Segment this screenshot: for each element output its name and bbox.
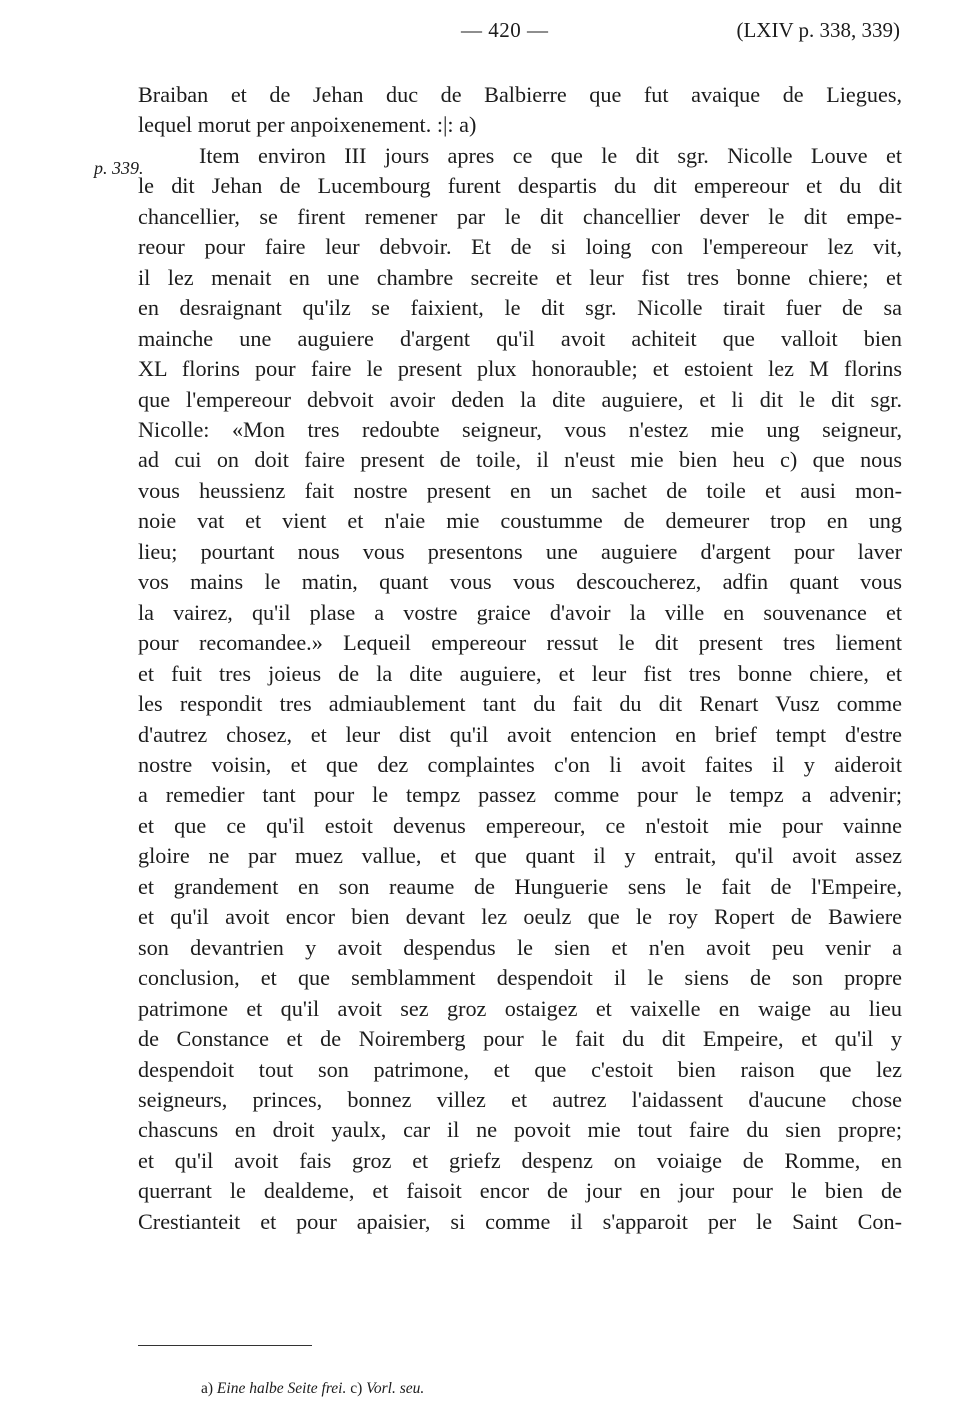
source-reference: (LXIV p. 338, 339) — [736, 18, 900, 42]
text-line: Item environ III jours apres ce que le dit sgr. Nicolle Louve et — [199, 142, 902, 168]
text-line: vous heussienz fait nostre present en un sachet de toile et ausi mon- — [138, 477, 902, 503]
footnotes — [201, 1380, 424, 1398]
text-line: ad cui on doit faire present de toile, il n'eust mie bien heu c) que nous — [138, 447, 902, 473]
text-line: il lez menait en une chambre secreite et leur fist tres bonne chiere; et — [138, 264, 902, 290]
text-line: le dit Jehan de Lucembourg furent despartis du dit empereour et du dit — [138, 173, 902, 199]
text-line: Braiban et de Jehan duc de Balbierre que fut avaique de Liegues, — [138, 82, 902, 107]
text-line: et qu'il avoit encor bien devant lez oeulz que le roy Ropert de Bawiere — [138, 904, 902, 930]
text-line: chancellier, se firent remener par le dit chancellier dever le dit empe- — [138, 203, 902, 229]
text-line: et que ce qu'il estoit devenus empereour, ce n'estoit mie pour vainne — [138, 812, 902, 838]
text-line: la vairez, qu'il plase a vostre graice d'avoir la ville en souvenance et — [138, 599, 902, 625]
page-number: — 420 — — [461, 18, 549, 42]
text-line: les respondit tres admiaublement tant du fait du dit Renart Vusz comme — [138, 691, 902, 717]
text-line: en desraignant qu'ilz se faixient, le dit sgr. Nicolle tirait fuer de sa — [138, 295, 902, 321]
text-line: chascuns en droit yaulx, car il ne povoit mie tout faire du sien propre; — [138, 1117, 902, 1143]
text-line: reour pour faire leur debvoir. Et de si loing con l'empereour lez vit, — [138, 234, 902, 260]
text-line: et grandement en son reaume de Hunguerie sens le fait de l'Empeire, — [138, 873, 902, 899]
footnote-c-text: Vorl. seu. — [366, 1380, 425, 1397]
text-line: lieu; pourtant nous vous presentons une auguiere d'argent pour laver — [138, 538, 902, 564]
text-line: et fuit tres joieus de la dite auguiere, et leur fist tres bonne chiere, et — [138, 660, 902, 686]
text-line: seigneurs, princes, bonnez villez et autrez l'aidassent d'aucune chose — [138, 1086, 902, 1112]
footnote-a-marker: a) — [201, 1380, 214, 1397]
footnote-divider — [138, 1345, 312, 1346]
text-line: conclusion, et que semblamment despendoit il le siens de son propre — [138, 965, 902, 991]
text-line: XL florins pour faire le present plux honorauble; et estoient lez M florins — [138, 356, 902, 382]
text-line: despendoit tout son patrimone, et que c'estoit bien raison que lez — [138, 1056, 902, 1082]
text-line: Nicolle: «Mon tres redoubte seigneur, vous n'estez mie ung seigneur, — [138, 416, 902, 442]
text-line: Crestianteit et pour apaisier, si comme il s'apparoit per le Saint Con- — [138, 1208, 902, 1234]
text-line: mainche une auguiere d'argent qu'il avoit achiteit que valloit bien — [138, 325, 902, 351]
text-line: de Constance et de Noiremberg pour le fait du dit Empeire, et qu'il y — [138, 1026, 902, 1052]
text-line: nostre voisin, et que dez complaintes c'on li avoit faites il y aideroit — [138, 751, 902, 777]
text-line: patrimone et qu'il avoit sez groz ostaigez et vaixelle en waige au lieu — [138, 995, 902, 1021]
text-line: pour recomandee.» Lequeil empereour ressut le dit present tres liement — [138, 630, 902, 656]
text-line: a remedier tant pour le tempz passez comme pour le tempz a advenir; — [138, 782, 902, 808]
text-line: querrant le dealdeme, et faisoit encor de jour en jour pour le bien de — [138, 1178, 902, 1204]
text-line: gloire ne par muez vallue, et que quant il y entrait, qu'il avoit assez — [138, 843, 902, 869]
text-line: son devantrien y avoit despendus le sien et n'en avoit peu venir a — [138, 934, 902, 960]
footnote-c-marker: c) — [350, 1380, 363, 1397]
text-line: d'autrez chosez, et leur dist qu'il avoit entencion en brief tempt d'estre — [138, 721, 902, 747]
footnote-a-text: Eine halbe Seite frei. — [216, 1380, 347, 1397]
running-header — [0, 14, 960, 50]
text-line: noie vat et vient et n'aie mie coustumme de demeurer trop en ung — [138, 508, 902, 534]
margin-page-note: p. 339. — [94, 158, 144, 178]
text-line: lequel morut per anpoixenement. :|: a) — [138, 112, 477, 138]
text-line: vos mains le matin, quant vous vous descoucherez, adfin quant vous — [138, 569, 902, 595]
body-text — [138, 80, 902, 1237]
text-line: que l'empereour debvoit avoir deden la dite auguiere, et li dit le dit sgr. — [138, 386, 902, 412]
text-line: et qu'il avoit fais groz et griefz despenz on voiaige de Romme, en — [138, 1147, 902, 1173]
